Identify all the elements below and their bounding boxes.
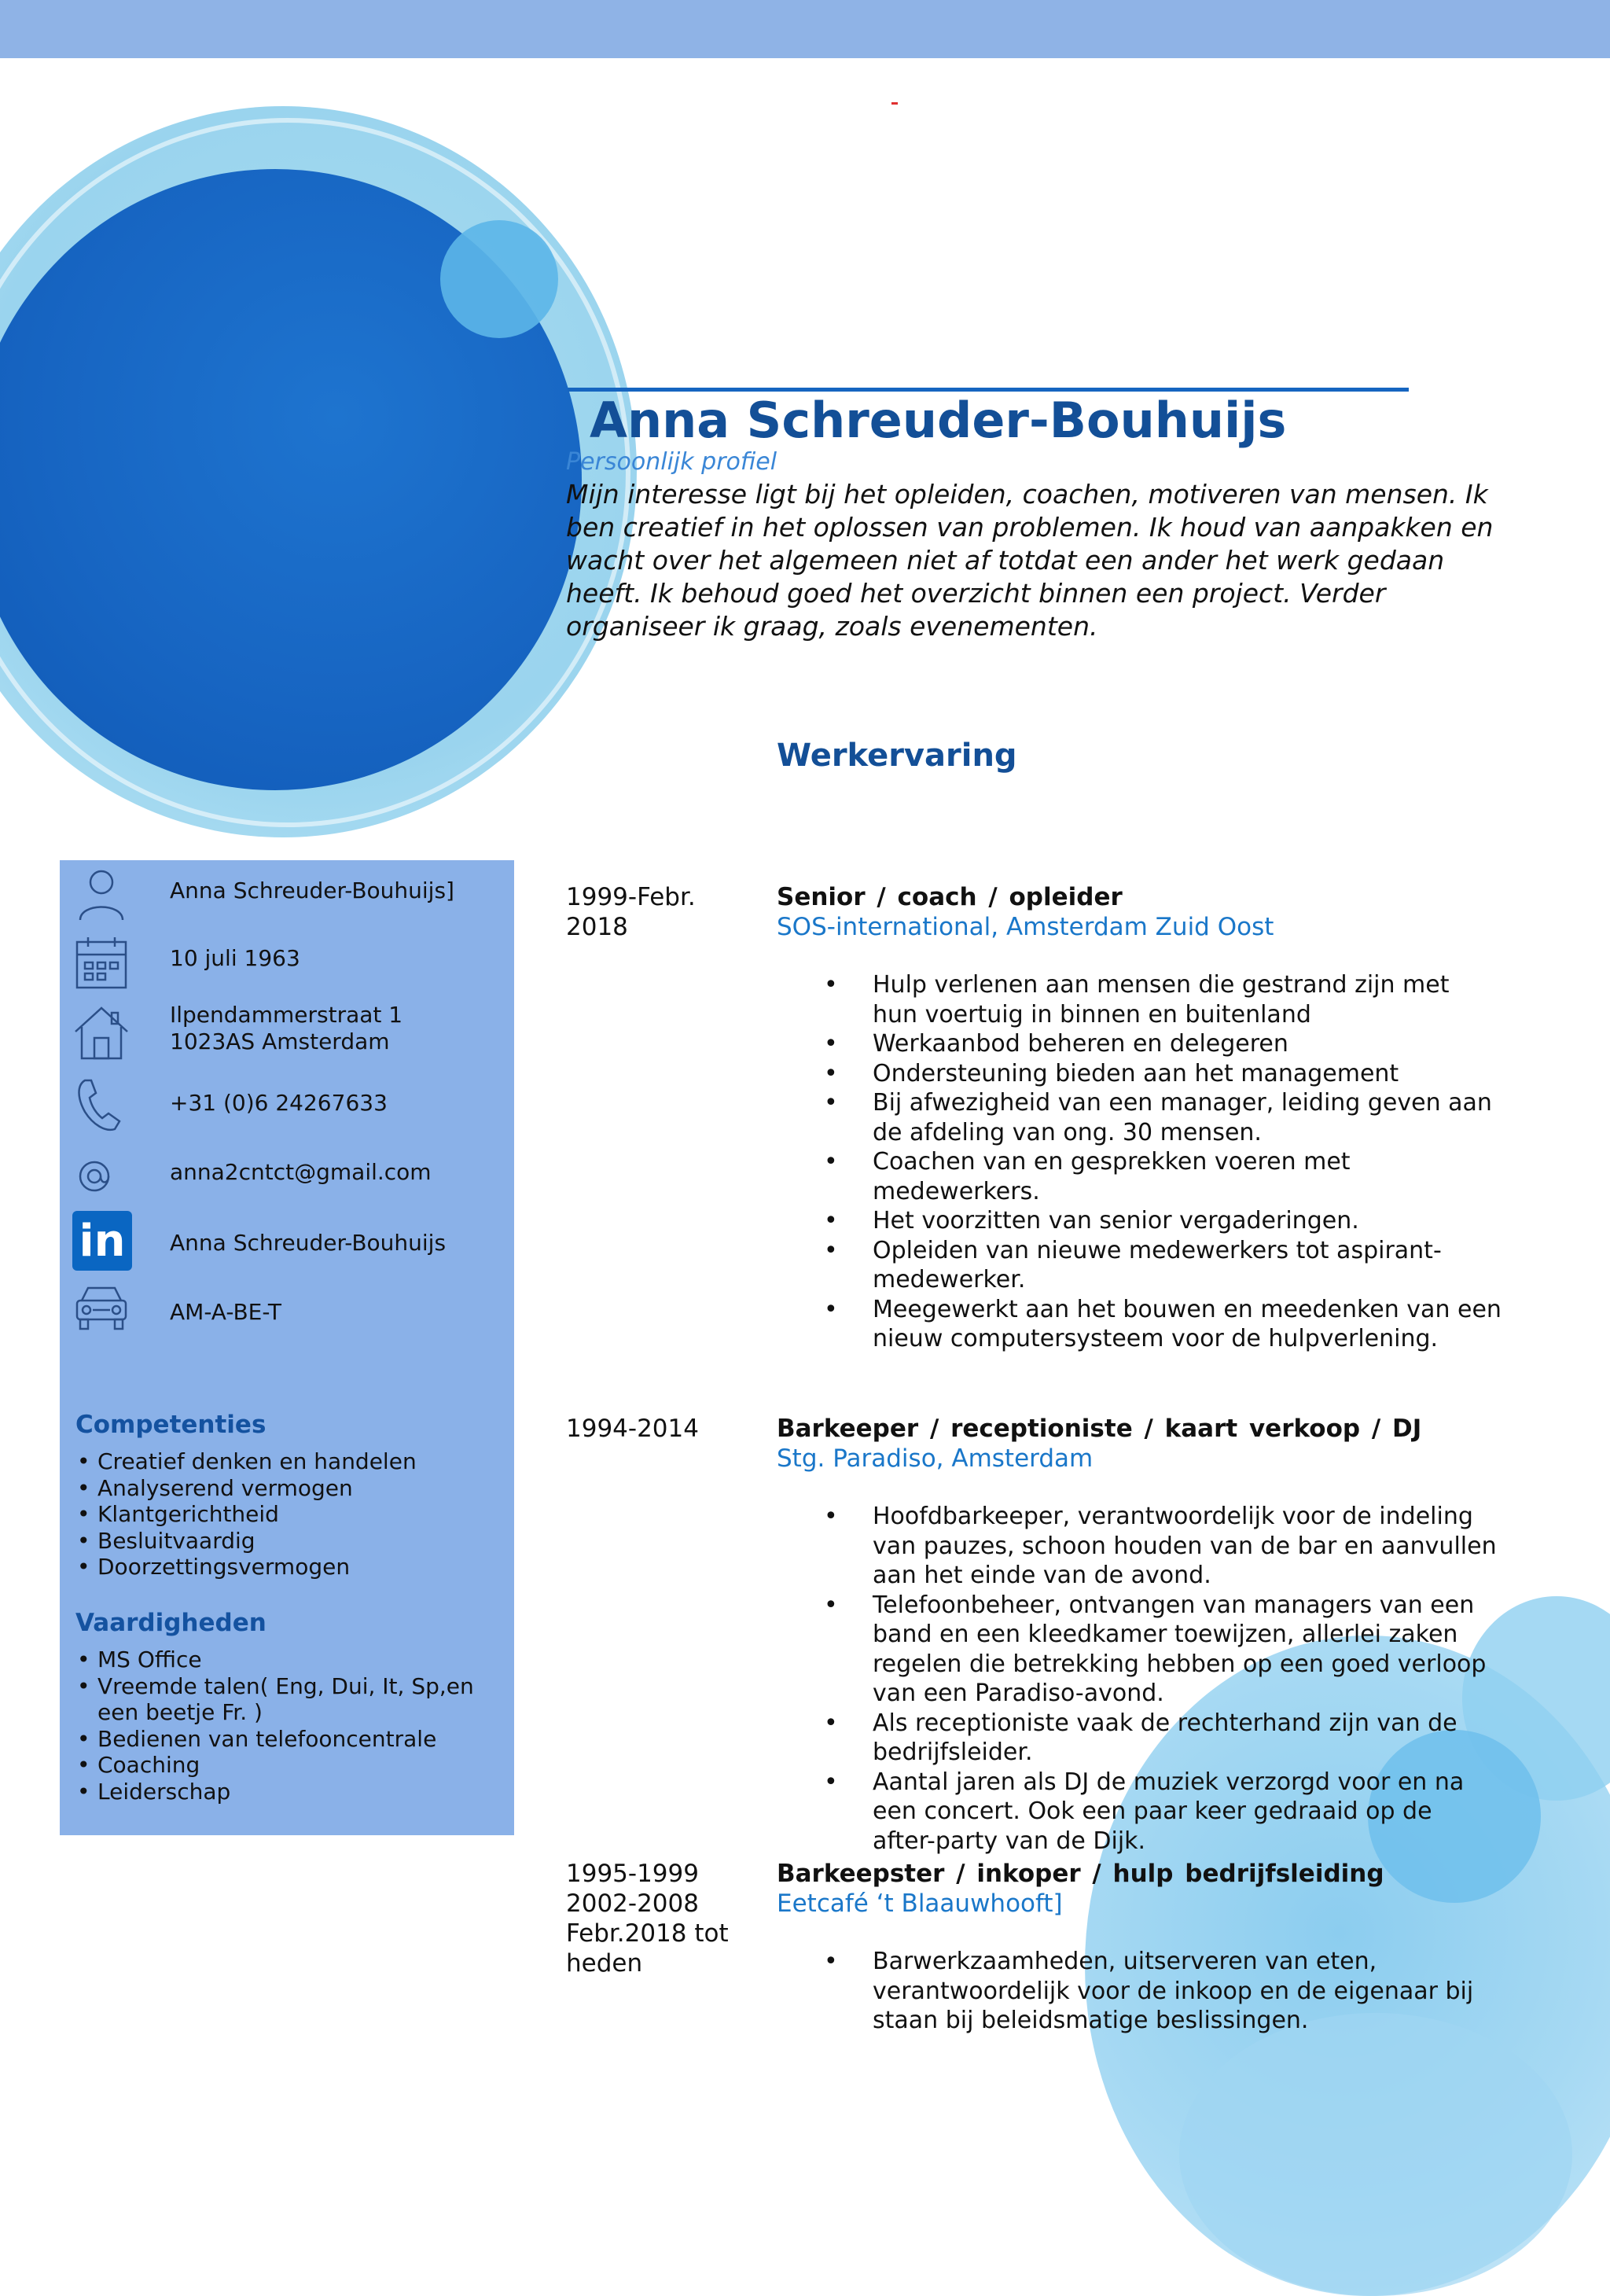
job-bullet: • Werkaanbod beheren en delegeren (873, 1029, 1502, 1059)
job-date: 1995-1999 2002-2008 Febr.2018 tot heden (566, 1860, 729, 1978)
skills-list (75, 1647, 500, 1805)
job-title: Barkeeper / receptioniste / kaart verkoop / DJ (777, 1415, 1422, 1443)
home-icon (71, 1002, 132, 1063)
calendar-icon (71, 933, 132, 994)
job-organization: SOS-international, Amsterdam Zuid Oost (777, 913, 1274, 941)
competencies-list (75, 1448, 516, 1580)
contact-email: anna2cntct@gmail.com (170, 1159, 432, 1185)
skill-item: • Leiderschap (75, 1779, 500, 1805)
job-bullet: • Barwerkzaamheden, uitserveren van eten, verantwoordelijk voor de inkoop en de eigenaar bij staan bij beleidsmatige beslissingen. (873, 1947, 1502, 2036)
competency-item: • Besluitvaardig (75, 1528, 516, 1555)
competency-item: • Doorzettingsvermogen (75, 1554, 516, 1580)
job-bullets (873, 1502, 1502, 1856)
job-bullet: • Het voorzitten van senior vergaderingen. (873, 1206, 1502, 1236)
skill-item: • Coaching (75, 1752, 500, 1779)
job-bullet: • Telefoonbeheer, ontvangen van managers van een band en een kleedkamer toewijzen, allerlei zaken regelen die betrekking hebben op een goed verloop van een Paradiso-avond. (873, 1591, 1502, 1709)
job-date: 1994-2014 (566, 1415, 699, 1443)
experience-heading: Werkervaring (777, 738, 1017, 774)
job-bullet: • Bij afwezigheid van een manager, leiding geven aan de afdeling van ong. 30 mensen. (873, 1088, 1502, 1147)
job-bullet: • Opleiden van nieuwe medewerkers tot aspirant-medewerker. (873, 1236, 1502, 1295)
competency-item: • Creatief denken en handelen (75, 1448, 516, 1475)
skill-item: • Vreemde talen( Eng, Dui, It, Sp,en een beetje Fr. ) (75, 1673, 500, 1726)
person-icon (71, 863, 132, 925)
contact-address-line1: Ilpendammerstraat 1 (170, 1002, 403, 1028)
job-bullet: • Als receptioniste vaak de rechterhand zijn van de bedrijfsleider. (873, 1709, 1502, 1768)
candidate-name: Anna Schreuder-Bouhuijs (590, 392, 1287, 449)
decorative-circle-bottom-right-lower (1179, 2013, 1572, 2296)
skill-item: • MS Office (75, 1647, 500, 1673)
job-bullets (873, 1947, 1502, 2036)
competency-item: • Klantgerichtheid (75, 1501, 516, 1528)
job-title: Senior / coach / opleider (777, 883, 1123, 911)
contact-birthdate: 10 juli 1963 (170, 945, 300, 971)
profile-text: Mijn interesse ligt bij het opleiden, coachen, motiveren van mensen. Ik ben creatief in het oplossen van problemen. Ik houd van aanpakken en wacht over het algemeen niet af totdat een ander het werk gedaan heeft. Ik behoud goed het overzicht binnen een project. Verder organiseer ik graag, zoals evenementen. (566, 479, 1494, 642)
car-icon (71, 1277, 132, 1338)
contact-name: Anna Schreuder-Bouhuijs] (170, 878, 454, 903)
job-bullet: • Aantal jaren als DJ de muziek verzorgd voor en na een concert. Ook een paar keer gedraaid op de after-party van de Dijk. (873, 1768, 1502, 1856)
red-mark (891, 102, 898, 105)
job-bullet: • Hoofdbarkeeper, verantwoordelijk voor de indeling van pauzes, schoon houden van de bar en aanvullen aan het einde van de avond. (873, 1502, 1502, 1591)
linkedin-icon: in (72, 1211, 132, 1271)
job-date: 1999-Febr. 2018 (566, 883, 696, 941)
contact-address-line2: 1023AS Amsterdam (170, 1028, 390, 1054)
job-organization: Eetcafé ‘t Blaauwhooft] (777, 1889, 1063, 1918)
phone-icon (71, 1074, 132, 1135)
job-bullets (873, 970, 1502, 1354)
competency-item: • Analyserend vermogen (75, 1475, 516, 1502)
job-title: Barkeepster / inkoper / hulp bedrijfsleiding (777, 1860, 1384, 1888)
skills-title: Vaardigheden (75, 1609, 266, 1637)
job-bullet: • Coachen van en gesprekken voeren met medewerkers. (873, 1147, 1502, 1206)
decorative-circle-small (440, 220, 558, 338)
profile-label: Persoonlijk profiel (566, 448, 777, 476)
job-organization: Stg. Paradiso, Amsterdam (777, 1444, 1094, 1473)
job-bullet: • Hulp verlenen aan mensen die gestrand zijn met hun voertuig in binnen en buitenland (873, 970, 1502, 1029)
contact-linkedin: Anna Schreuder-Bouhuijs (170, 1230, 447, 1256)
contact-panel (60, 860, 514, 1835)
top-color-bar (0, 0, 1610, 58)
job-bullet: • Ondersteuning bieden aan het management (873, 1059, 1502, 1089)
skill-item: • Bedienen van telefooncentrale (75, 1726, 500, 1753)
contact-license: AM-A-BE-T (170, 1299, 281, 1325)
competencies-title: Competenties (75, 1411, 266, 1439)
job-bullet: • Meegewerkt aan het bouwen en meedenken van een nieuw computersysteem voor de hulpverlening. (873, 1295, 1502, 1354)
email-icon (71, 1145, 132, 1206)
contact-phone: +31 (0)6 24267633 (170, 1090, 388, 1116)
